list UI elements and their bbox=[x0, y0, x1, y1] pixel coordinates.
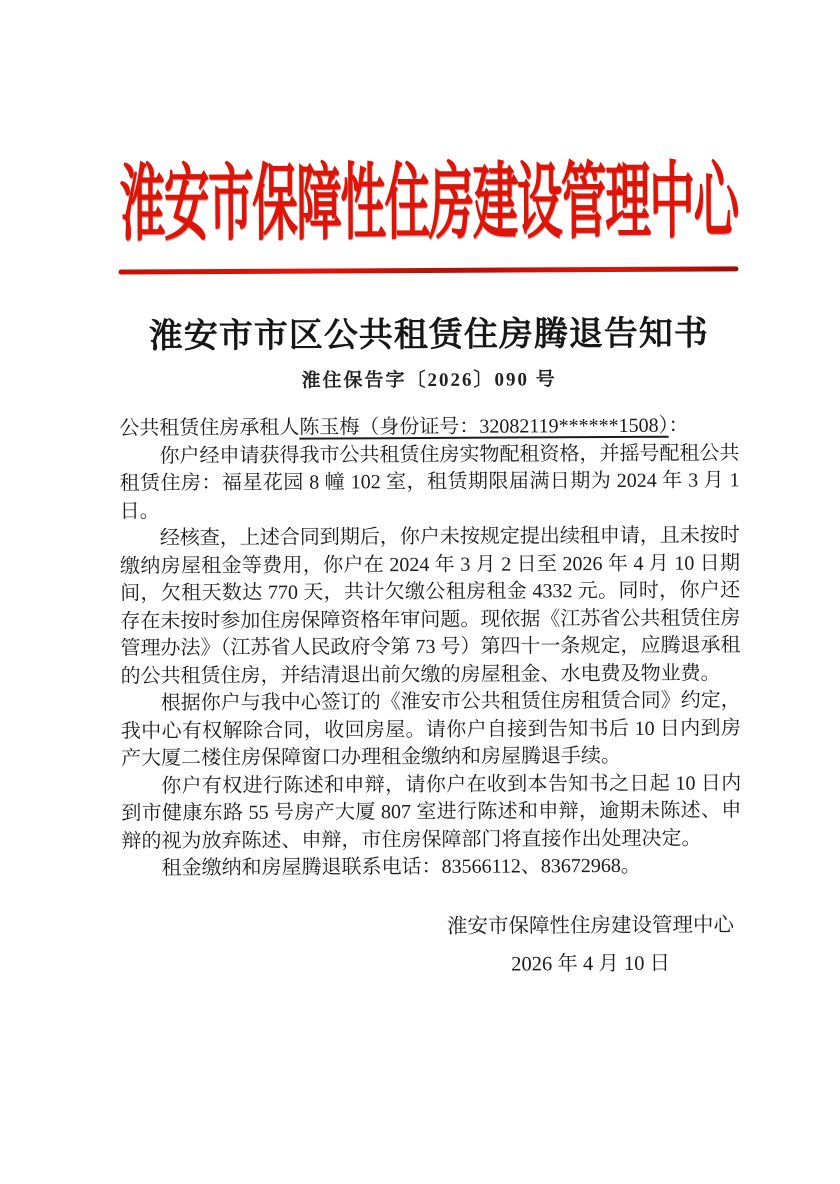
paragraph-arrears: 经核查，上述合同到期后，你户未按规定提出续租申请，且未按时缴纳房屋租金等费用，你户在 2024 年 3 月 2 日至 2026 年 4 月 10 日期间，欠租天数达 770 天，共计欠缴公租房租金 4332 元。同时，你户还存在未按时参加住房保障资格年审问题。现依据《江苏省公共租赁住房管理办法》（江苏省人民政府令第 73 号）第四十一条规定，应腾退承租的公共租赁住房，并结清退出前欠缴的房屋租金、水电费及物业费。 bbox=[119, 524, 741, 688]
recipient-prefix: 公共租赁住房承租人 bbox=[119, 416, 300, 440]
paragraph-contract-termination: 根据你户与我中心签订的《淮安市公共租赁住房租赁合同》约定，我中心有权解除合同，收回房屋。请你户自接到告知书后 10 日内到房产大厦二楼住房保障窗口办理租金缴纳和房屋腾退手续。 bbox=[120, 689, 741, 770]
paragraph-contact-phones: 租金缴纳和房屋腾退联系电话：83566112、83672968。 bbox=[161, 854, 641, 880]
document-title: 淮安市市区公共租赁住房腾退告知书 bbox=[148, 315, 709, 356]
letterhead-org-name: 淮安市保障性住房建设管理中心 bbox=[118, 156, 738, 252]
document-body bbox=[119, 412, 741, 883]
signature-block bbox=[122, 906, 742, 985]
recipient-name-and-id: 陈玉梅（身份证号：32082119******1508） bbox=[299, 414, 669, 439]
signature-org-name: 淮安市保障性住房建设管理中心 bbox=[446, 913, 734, 938]
paragraph-allocation: 你户经申请获得我市公共租赁住房实物配租资格，并摇号配租公共租赁住房：福星花园 8 幢 102 室，租赁期限届满日期为 2024 年 3 月 1 日。 bbox=[119, 441, 740, 523]
recipient-line bbox=[119, 412, 739, 443]
paragraph-statement-rights: 你户有权进行陈述和申辩，请你户在收到本告知书之日起 10 日内到市健康东路 55 号房产大厦 807 室进行陈述和申辩，逾期未陈述、申辩的视为放弃陈述、申辩，市住房保障部门将直接作出处理决定。 bbox=[121, 771, 742, 853]
letterhead-rule bbox=[118, 266, 738, 274]
document-number: 淮住保告字〔2026〕090 号 bbox=[301, 369, 557, 392]
recipient-colon: ： bbox=[668, 414, 689, 437]
signature-date: 2026 年 4 月 10 日 bbox=[511, 952, 671, 976]
letterhead bbox=[117, 0, 738, 252]
